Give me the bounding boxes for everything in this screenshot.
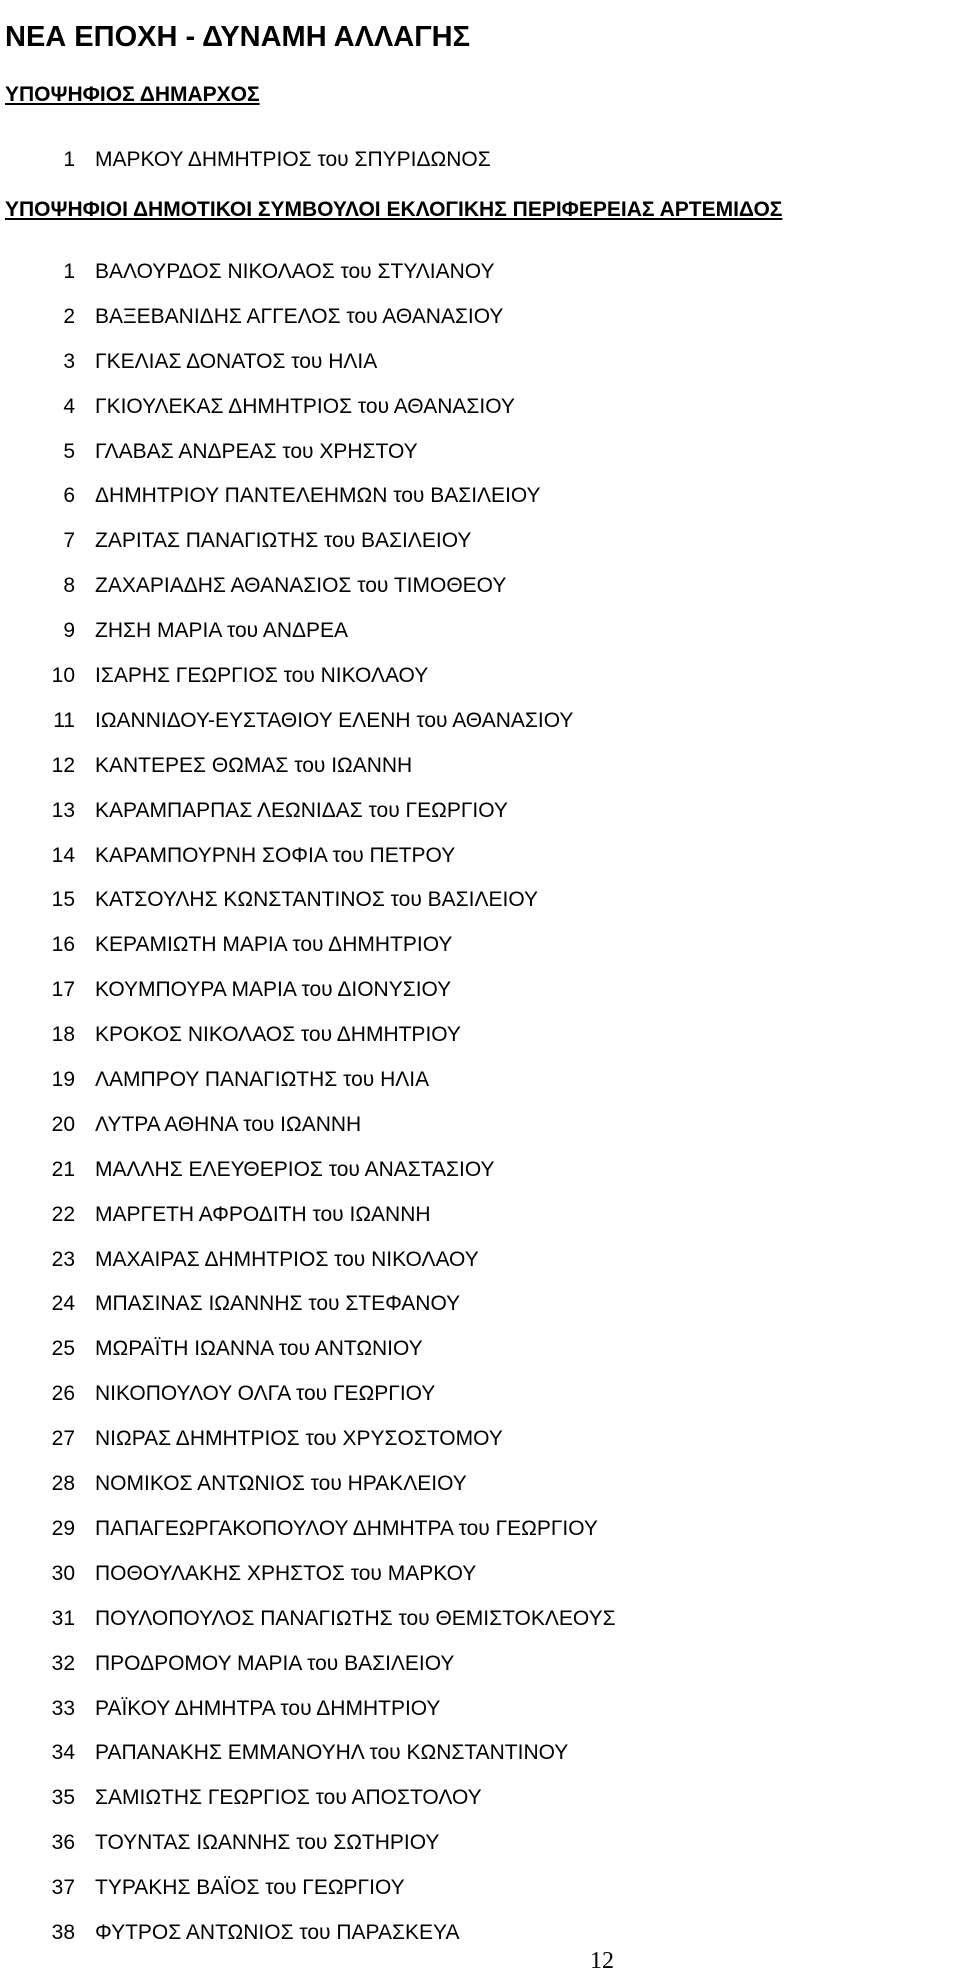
mayor-number: 1 bbox=[63, 148, 75, 171]
candidate-row bbox=[0, 392, 960, 437]
candidate-number: 5 bbox=[63, 439, 75, 463]
candidate-name: ΦΥΤΡΟΣ ΑΝΤΩΝΙΟΣ του ΠΑΡΑΣΚΕΥΑ bbox=[95, 1920, 460, 1944]
candidate-number: 12 bbox=[51, 753, 75, 777]
candidate-row bbox=[0, 1020, 960, 1065]
candidate-name: ΚΑΤΣΟΥΛΗΣ ΚΩΝΣΤΑΝΤΙΝΟΣ του ΒΑΣΙΛΕΙΟΥ bbox=[95, 888, 539, 912]
candidate-name: ΖΑΡΙΤΑΣ ΠΑΝΑΓΙΩΤΗΣ του ΒΑΣΙΛΕΙΟΥ bbox=[95, 529, 472, 553]
candidate-row bbox=[0, 706, 960, 751]
candidate-row bbox=[0, 437, 960, 482]
candidate-number: 28 bbox=[51, 1472, 75, 1496]
candidate-row bbox=[0, 571, 960, 616]
candidate-number: 31 bbox=[51, 1606, 75, 1630]
candidate-row bbox=[0, 302, 960, 347]
candidate-row bbox=[0, 751, 960, 796]
candidate-number: 26 bbox=[51, 1382, 75, 1406]
candidate-name: ΓΚΙΟΥΛΕΚΑΣ ΔΗΜΗΤΡΙΟΣ του ΑΘΑΝΑΣΙΟΥ bbox=[95, 394, 515, 418]
mayor-name: ΜΑΡΚΟΥ ΔΗΜΗΤΡΙΟΣ του ΣΠΥΡΙΔΩΝΟΣ bbox=[95, 148, 491, 171]
candidate-number: 6 bbox=[63, 484, 75, 508]
candidate-name: ΖΗΣΗ ΜΑΡΙΑ του ΑΝΔΡΕΑ bbox=[95, 619, 349, 643]
candidate-number: 14 bbox=[51, 843, 75, 867]
candidate-number: 16 bbox=[51, 933, 75, 957]
mayor-section-heading: ΥΠΟΨΗΦΙΟΣ ΔΗΜΑΡΧΟΣ bbox=[5, 83, 260, 106]
candidate-number: 35 bbox=[51, 1786, 75, 1810]
candidate-number: 4 bbox=[63, 394, 75, 418]
candidate-row bbox=[0, 1110, 960, 1155]
candidate-name: ΣΑΜΙΩΤΗΣ ΓΕΩΡΓΙΟΣ του ΑΠΟΣΤΟΛΟΥ bbox=[95, 1786, 482, 1810]
candidate-row bbox=[0, 526, 960, 571]
candidate-number: 9 bbox=[63, 619, 75, 643]
candidate-number: 3 bbox=[63, 349, 75, 373]
candidate-row bbox=[0, 1289, 960, 1334]
candidate-number: 30 bbox=[51, 1561, 75, 1585]
candidate-number: 15 bbox=[51, 888, 75, 912]
candidate-row bbox=[0, 796, 960, 841]
candidate-number: 20 bbox=[51, 1112, 75, 1136]
candidate-name: ΒΑΛΟΥΡΔΟΣ ΝΙΚΟΛΑΟΣ του ΣΤΥΛΙΑΝΟΥ bbox=[95, 260, 495, 283]
candidate-number: 17 bbox=[51, 978, 75, 1002]
candidate-name: ΜΑΡΓΕΤΗ ΑΦΡΟΔΙΤΗ του ΙΩΑΝΝΗ bbox=[95, 1202, 431, 1226]
candidate-name: ΝΟΜΙΚΟΣ ΑΝΤΩΝΙΟΣ του ΗΡΑΚΛΕΙΟΥ bbox=[95, 1472, 467, 1496]
candidate-row bbox=[0, 1559, 960, 1604]
candidate-number: 23 bbox=[51, 1247, 75, 1271]
page-number: 12 bbox=[590, 1948, 614, 1974]
candidate-row bbox=[0, 1334, 960, 1379]
candidate-number: 24 bbox=[51, 1292, 75, 1316]
candidate-number: 1 bbox=[63, 260, 75, 283]
candidate-number: 21 bbox=[51, 1157, 75, 1181]
page-title: ΝΕΑ ΕΠΟΧΗ - ΔΥΝΑΜΗ ΑΛΛΑΓΗΣ bbox=[5, 21, 470, 54]
candidate-number: 2 bbox=[63, 304, 75, 328]
candidate-name: ΓΛΑΒΑΣ ΑΝΔΡΕΑΣ του ΧΡΗΣΤΟΥ bbox=[95, 439, 418, 463]
candidate-row bbox=[0, 1065, 960, 1110]
candidate-row bbox=[0, 1245, 960, 1290]
candidate-name: ΚΕΡΑΜΙΩΤΗ ΜΑΡΙΑ του ΔΗΜΗΤΡΙΟΥ bbox=[95, 933, 453, 957]
candidate-number: 36 bbox=[51, 1831, 75, 1855]
candidate-name: ΜΑΧΑΙΡΑΣ ΔΗΜΗΤΡΙΟΣ του ΝΙΚΟΛΑΟΥ bbox=[95, 1247, 479, 1271]
candidate-name: ΜΑΛΛΗΣ ΕΛΕΥΘΕΡΙΟΣ του ΑΝΑΣΤΑΣΙΟΥ bbox=[95, 1157, 495, 1181]
candidate-row bbox=[0, 1424, 960, 1469]
candidate-number: 22 bbox=[51, 1202, 75, 1226]
candidate-name: ΠΟΘΟΥΛΑΚΗΣ ΧΡΗΣΤΟΣ του ΜΑΡΚΟΥ bbox=[95, 1561, 477, 1585]
candidate-name: ΝΙΩΡΑΣ ΔΗΜΗΤΡΙΟΣ του ΧΡΥΣΟΣΤΟΜΟΥ bbox=[95, 1427, 503, 1451]
candidate-name: ΔΗΜΗΤΡΙΟΥ ΠΑΝΤΕΛΕΗΜΩΝ του ΒΑΣΙΛΕΙΟΥ bbox=[95, 484, 541, 508]
candidate-number: 33 bbox=[51, 1696, 75, 1720]
candidate-number: 37 bbox=[51, 1876, 75, 1900]
candidate-name: ΚΑΡΑΜΠΟΥΡΝΗ ΣΟΦΙΑ του ΠΕΤΡΟΥ bbox=[95, 843, 456, 867]
candidate-row bbox=[0, 661, 960, 706]
candidate-row bbox=[0, 1469, 960, 1514]
candidate-row bbox=[0, 1873, 960, 1918]
candidate-name: ΜΩΡΑΪΤΗ ΙΩΑΝΝΑ του ΑΝΤΩΝΙΟΥ bbox=[95, 1337, 423, 1361]
candidate-number: 38 bbox=[51, 1920, 75, 1944]
candidate-row bbox=[0, 347, 960, 392]
candidate-row bbox=[0, 1649, 960, 1694]
candidate-name: ΒΑΞΕΒΑΝΙΔΗΣ ΑΓΓΕΛΟΣ του ΑΘΑΝΑΣΙΟΥ bbox=[95, 304, 504, 328]
candidate-number: 29 bbox=[51, 1516, 75, 1540]
council-candidate-list bbox=[0, 257, 960, 1963]
candidate-name: ΚΡΟΚΟΣ ΝΙΚΟΛΑΟΣ του ΔΗΜΗΤΡΙΟΥ bbox=[95, 1023, 461, 1047]
candidate-row bbox=[0, 1155, 960, 1200]
candidate-name: ΡΑΪΚΟΥ ΔΗΜΗΤΡΑ του ΔΗΜΗΤΡΙΟΥ bbox=[95, 1696, 441, 1720]
candidate-number: 27 bbox=[51, 1427, 75, 1451]
candidate-number: 19 bbox=[51, 1068, 75, 1092]
candidate-row bbox=[0, 1379, 960, 1424]
candidate-row bbox=[0, 1200, 960, 1245]
candidate-row bbox=[0, 1828, 960, 1873]
candidate-row bbox=[0, 1738, 960, 1783]
candidate-number: 34 bbox=[51, 1741, 75, 1765]
candidate-row bbox=[0, 616, 960, 661]
candidate-name: ΙΣΑΡΗΣ ΓΕΩΡΓΙΟΣ του ΝΙΚΟΛΑΟΥ bbox=[95, 664, 429, 688]
candidate-number: 10 bbox=[51, 664, 75, 688]
candidate-name: ΡΑΠΑΝΑΚΗΣ ΕΜΜΑΝΟΥΗΛ του ΚΩΝΣΤΑΝΤΙΝΟΥ bbox=[95, 1741, 569, 1765]
candidate-number: 11 bbox=[53, 708, 75, 732]
candidate-name: ΝΙΚΟΠΟΥΛΟΥ ΟΛΓΑ του ΓΕΩΡΓΙΟΥ bbox=[95, 1382, 436, 1406]
candidate-row bbox=[0, 930, 960, 975]
candidate-number: 18 bbox=[51, 1023, 75, 1047]
candidate-name: ΛΑΜΠΡΟΥ ΠΑΝΑΓΙΩΤΗΣ του ΗΛΙΑ bbox=[95, 1068, 430, 1092]
candidate-row bbox=[0, 1918, 960, 1963]
candidate-name: ΤΟΥΝΤΑΣ ΙΩΑΝΝΗΣ του ΣΩΤΗΡΙΟΥ bbox=[95, 1831, 440, 1855]
candidate-number: 32 bbox=[51, 1651, 75, 1675]
candidate-row bbox=[0, 1514, 960, 1559]
candidate-number: 13 bbox=[51, 798, 75, 822]
candidate-row bbox=[0, 1604, 960, 1649]
candidate-name: ΠΡΟΔΡΟΜΟΥ ΜΑΡΙΑ του ΒΑΣΙΛΕΙΟΥ bbox=[95, 1651, 455, 1675]
candidate-name: ΖΑΧΑΡΙΑΔΗΣ ΑΘΑΝΑΣΙΟΣ του ΤΙΜΟΘΕΟΥ bbox=[95, 574, 507, 598]
council-section-heading: ΥΠΟΨΗΦΙΟΙ ΔΗΜΟΤΙΚΟΙ ΣΥΜΒΟΥΛΟΙ ΕΚΛΟΓΙΚΗΣ ΠΕΡΙΦΕΡΕΙΑΣ ΑΡΤΕΜΙΔΟΣ bbox=[5, 198, 783, 221]
candidate-row bbox=[0, 975, 960, 1020]
candidate-name: ΛΥΤΡΑ ΑΘΗΝΑ του ΙΩΑΝΝΗ bbox=[95, 1112, 362, 1136]
candidate-row bbox=[0, 481, 960, 526]
candidate-name: ΙΩΑΝΝΙΔΟΥ-ΕΥΣΤΑΘΙΟΥ ΕΛΕΝΗ του ΑΘΑΝΑΣΙΟΥ bbox=[95, 708, 574, 732]
candidate-name: ΠΑΠΑΓΕΩΡΓΑΚΟΠΟΥΛΟΥ ΔΗΜΗΤΡΑ του ΓΕΩΡΓΙΟΥ bbox=[95, 1516, 598, 1540]
candidate-row bbox=[0, 257, 960, 302]
candidate-name: ΓΚΕΛΙΑΣ ΔΟΝΑΤΟΣ του ΗΛΙΑ bbox=[95, 349, 378, 373]
candidate-name: ΜΠΑΣΙΝΑΣ ΙΩΑΝΝΗΣ του ΣΤΕΦΑΝΟΥ bbox=[95, 1292, 461, 1316]
candidate-number: 25 bbox=[51, 1337, 75, 1361]
candidate-row bbox=[0, 1783, 960, 1828]
candidate-number: 8 bbox=[63, 574, 75, 598]
candidate-name: ΚΑΡΑΜΠΑΡΠΑΣ ΛΕΩΝΙΔΑΣ του ΓΕΩΡΓΙΟΥ bbox=[95, 798, 508, 822]
candidate-name: ΚΟΥΜΠΟΥΡΑ ΜΑΡΙΑ του ΔΙΟΝΥΣΙΟΥ bbox=[95, 978, 452, 1002]
candidate-row bbox=[0, 885, 960, 930]
candidate-row bbox=[0, 841, 960, 886]
candidate-name: ΚΑΝΤΕΡΕΣ ΘΩΜΑΣ του ΙΩΑΝΝΗ bbox=[95, 753, 413, 777]
candidate-name: ΤΥΡΑΚΗΣ ΒΑΪΟΣ του ΓΕΩΡΓΙΟΥ bbox=[95, 1876, 405, 1900]
candidate-number: 7 bbox=[63, 529, 75, 553]
candidate-name: ΠΟΥΛΟΠΟΥΛΟΣ ΠΑΝΑΓΙΩΤΗΣ του ΘΕΜΙΣΤΟΚΛΕΟΥΣ bbox=[95, 1606, 616, 1630]
candidate-row bbox=[0, 1694, 960, 1739]
